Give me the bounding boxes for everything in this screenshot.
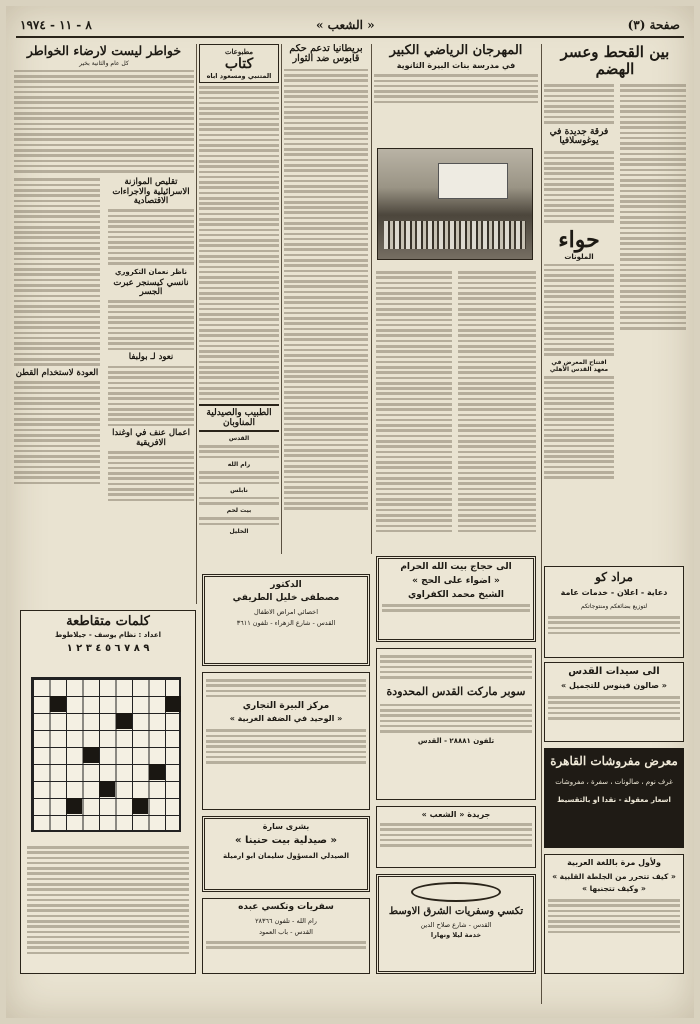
column-rule xyxy=(371,44,372,554)
ad-pharmacy xyxy=(202,816,370,892)
left-column xyxy=(14,44,194,604)
grid-black-cell xyxy=(83,747,99,763)
ad-travel-line: القدس - باب العمود xyxy=(259,928,313,936)
ad-pharmacy-owner: الصيدلي المسؤول سليمان ابو ارميلة xyxy=(223,852,349,860)
subhead-school: في مدرسة بنات البيرة الثانوية xyxy=(396,61,516,71)
grid-black-cell xyxy=(50,696,66,712)
ad-book-title: ولأول مرة باللغة العربية xyxy=(567,858,661,867)
paper-name: « الشعب » xyxy=(316,18,375,32)
grid-black-cell xyxy=(165,696,181,712)
ad-book-q1: « كيف تتحرر من الجلطة القلبية » xyxy=(552,872,676,881)
ad-taxi-line: القدس - شارع صلاح الدين xyxy=(420,921,492,929)
ad-cairo-furniture xyxy=(544,748,684,848)
ad-salon-title: الى سيدات القدس xyxy=(568,666,660,677)
on-duty-title: الطبيب والصيدلية المناوبان xyxy=(206,408,272,429)
grid-black-cell xyxy=(149,764,165,780)
grid-black-cell xyxy=(66,798,82,814)
hawaa-title: حواء xyxy=(558,226,600,253)
headline-return: نعود لـ بولبفا xyxy=(128,352,174,363)
ad-hajj-title: الى حجاج بيت الله الحرام xyxy=(400,562,512,572)
book-series-title: مطبوعات xyxy=(224,47,254,56)
crossword-clues xyxy=(27,843,189,957)
column-rule xyxy=(196,44,197,604)
ad-salon xyxy=(544,662,684,742)
headline-sports-festival: المهرجان الرياضي الكبير xyxy=(389,44,523,58)
ad-taxi-line: خدمة ليلا ونهارا xyxy=(430,931,482,939)
newspaper-page xyxy=(6,6,694,1018)
ad-taxi-title: تكسي وسفريات الشرق الاوسط xyxy=(388,906,524,917)
ad-taxi-middle-east xyxy=(376,874,536,974)
ad-bira-title: مركز البيرة التجاري xyxy=(242,701,330,712)
ad-murad-line: لتوزيع بضائعكم ومنتوجاتكم xyxy=(580,603,648,610)
ad-doctor-line: اخصائي امراض الاطفال xyxy=(253,608,319,616)
ad-bira-line: « الوحيد في الضفة الغربية » xyxy=(229,714,343,724)
ad-newspaper-title: جريدة « الشعب » xyxy=(421,810,491,819)
ad-furniture-line: غرف نوم ، صالونات ، سفرة ، مفروشات xyxy=(555,778,673,786)
on-duty-city: بيت لحم xyxy=(226,507,252,515)
school-building xyxy=(438,163,508,199)
ad-doctor-title: الدكتور xyxy=(270,580,302,590)
book-box xyxy=(199,44,279,83)
hawaa-subtitle: الملونات xyxy=(564,252,594,261)
ad-doctor xyxy=(202,574,370,666)
students-crowd xyxy=(384,221,526,249)
ad-salon-name: « صالون فينوس للتجميل » xyxy=(561,681,667,690)
festival-photo xyxy=(377,148,533,260)
on-duty-city: نابلس xyxy=(230,486,248,494)
masthead xyxy=(16,14,684,38)
ad-hajj xyxy=(376,556,536,642)
ad-travel-line: رام الله - تلفون ٢٨٣٦٦ xyxy=(255,917,317,925)
headline-khawater: خواطر ليست لارضاء الخواطر xyxy=(26,44,182,58)
budget-author: ناظر نعمان التكروري xyxy=(114,267,188,276)
ad-murad-line: دعاية - اعلان - خدمات عامة xyxy=(560,588,668,597)
ad-furniture-title: معرض مفروشات القاهرة xyxy=(550,754,678,768)
headline-uganda: اعمال عنف في اوغندا الافريقية xyxy=(112,428,190,448)
ad-furniture-line: اسعار معقولة - نقدا او بالتقسيط xyxy=(557,796,671,804)
on-duty-box xyxy=(199,404,279,432)
ad-doctor-name: مصطفى خليل الطريفي xyxy=(232,593,340,603)
ad-book-q2: « وكيف تتجنبها » xyxy=(582,884,646,893)
grid-black-cell xyxy=(116,713,132,729)
crossword-title: كلمات متقاطعة xyxy=(66,614,150,629)
on-duty-city: الخليل xyxy=(229,528,249,535)
ad-pharmacy-name: « صيدلية بيت حنينا » xyxy=(235,835,337,846)
ad-murad xyxy=(544,566,684,658)
headline-kissinger: نانسي كيسنجر عبرت الجسر xyxy=(113,277,189,297)
ad-travel-title: سفريات وتكسي عبده xyxy=(238,902,334,912)
crossword xyxy=(20,610,196,974)
headline-drought: بين القحط وعسر الهضم xyxy=(560,44,670,78)
ad-doctor-line: القدس - شارع الزهراء - تلفون ٣٦١١ xyxy=(236,619,336,627)
ad-book xyxy=(544,854,684,974)
grid-black-cell xyxy=(132,798,148,814)
on-duty-city: رام الله xyxy=(227,461,251,469)
byline: كل عام والثانية بخير xyxy=(79,59,129,67)
wings-emblem-icon xyxy=(411,882,501,902)
grid-black-cell xyxy=(99,781,115,797)
article-body xyxy=(620,84,686,332)
mid-column xyxy=(199,44,279,569)
ad-travel-abdo xyxy=(202,898,370,974)
ad-super-phone: تلفون ٢٨٨٨١ - القدس xyxy=(417,736,495,745)
ad-supermarket xyxy=(376,648,536,800)
ad-pharmacy-title: بشرى سارة xyxy=(262,822,310,831)
crossword-author: اعداد : نظام يوسف - جيلاطوط xyxy=(54,631,162,639)
crossword-grid[interactable] xyxy=(31,677,181,832)
event-caption: افتتاح المعرض في معهد القدس الأهلي xyxy=(549,358,609,373)
book-logo: كتاب xyxy=(224,56,254,72)
column-rule xyxy=(541,44,542,1004)
page-number: صفحة (٣) xyxy=(627,18,680,32)
qaboos-column xyxy=(284,44,368,554)
book-subtitle: المتنبي ومسعود اباه xyxy=(206,72,272,80)
headline-yugoslavia: فرقة جديدة في يوغوسلافيا xyxy=(549,126,609,147)
headline-cotton: العودة لاستخدام القطن xyxy=(15,367,99,378)
ad-newspaper xyxy=(376,806,536,868)
issue-date: ٨ - ١١ - ١٩٧٤ xyxy=(20,18,92,32)
ad-hajj-author: الشيخ محمد الكفراوي xyxy=(407,590,505,600)
left-sub-column xyxy=(108,175,194,503)
ad-murad-title: مراد كو xyxy=(595,570,633,584)
ad-super-title: سوبر ماركت القدس المحدودة xyxy=(386,684,526,698)
crossword-numbers: ٩ ٨ ٧ ٦ ٥ ٤ ٣ ٢ ١ xyxy=(66,643,150,654)
left-sub-column-2 xyxy=(14,175,100,486)
headline-qaboos: بريطانيا تدعم حكم قابوس ضد الثوار xyxy=(289,44,363,65)
on-duty-city: القدس xyxy=(228,435,250,443)
ad-hajj-book: « اضواء على الحج » xyxy=(412,576,500,586)
center-article xyxy=(376,268,536,550)
column-rule xyxy=(281,44,282,554)
ad-bira-center xyxy=(202,672,370,810)
headline-israeli-budget: تقليص الموازنة الاسرائيلية والاجراءات الاقتصادية xyxy=(112,177,190,207)
side-article xyxy=(544,81,614,482)
